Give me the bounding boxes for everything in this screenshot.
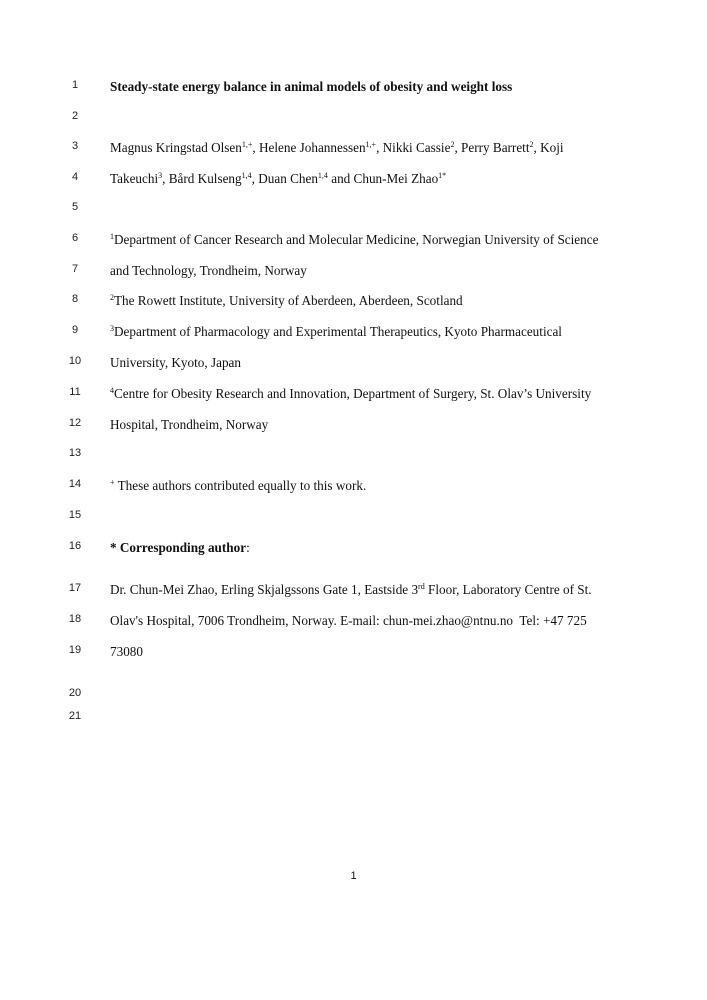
affiliation-text: The Rowett Institute, University of Aberdeen, Aberdeen, Scotland [114, 293, 463, 308]
heading-colon: : [246, 540, 250, 555]
line-number: 8 [71, 293, 79, 305]
affiliation-marker: 1* [438, 171, 447, 180]
paper-title: Steady-state energy balance in animal models of obesity and weight loss [110, 79, 513, 94]
author-name: , Perry Barrett [454, 140, 530, 155]
affiliation-2 [110, 291, 463, 311]
address-text: Dr. Chun-Mei Zhao, Erling Skjalgssons Gate 1, Eastside 3 [110, 582, 419, 597]
line-number: 20 [68, 687, 82, 699]
affiliation-marker: 2 [450, 140, 455, 149]
affiliation-text: University, Kyoto, Japan [110, 355, 241, 370]
line-12 [0, 415, 707, 435]
line-number: 10 [68, 355, 82, 367]
ordinal-suffix: rd [418, 582, 425, 591]
line-number: 11 [69, 386, 81, 398]
affiliation-text: Department of Pharmacology and Experimental Therapeutics, Kyoto Pharmaceutical [114, 324, 562, 339]
line-number: 16 [68, 540, 82, 552]
line-11 [0, 384, 707, 404]
author-name: , Helene Johannessen [252, 140, 366, 155]
line-number: 14 [68, 478, 82, 490]
author-name: , Bård Kulseng [162, 171, 242, 186]
page-number: 1 [350, 870, 357, 882]
line-number: 3 [71, 140, 79, 152]
corresponding-heading [110, 538, 250, 558]
line-number: 9 [71, 324, 79, 336]
affiliation-marker: 1,+ [365, 140, 377, 149]
line-18 [0, 611, 707, 631]
corresponding-phone: 73080 [110, 644, 143, 659]
line-number: 7 [71, 263, 79, 275]
line-number: 21 [68, 710, 82, 722]
affiliation-marker: 4 [110, 386, 114, 395]
affiliation-marker: 3 [158, 171, 163, 180]
line-number: 1 [71, 79, 79, 91]
affiliation-text: Centre for Obesity Research and Innovation, Department of Surgery, St. Olav’s University [114, 386, 592, 401]
affiliation-marker: 1,4 [317, 171, 328, 180]
line-7 [0, 261, 707, 281]
line-10 [0, 353, 707, 373]
line-20 [0, 685, 707, 705]
address-text: Floor, Laboratory Centre of St. [424, 582, 592, 597]
affiliation-marker: 1 [110, 232, 114, 241]
affiliation-marker: 2 [110, 293, 114, 302]
line-number: 17 [68, 582, 82, 594]
line-number: 12 [68, 417, 82, 429]
line-5 [0, 199, 707, 219]
line-number: 5 [71, 201, 79, 213]
affiliation-text: Hospital, Trondheim, Norway [110, 417, 269, 432]
line-14 [0, 476, 707, 496]
affiliation-marker: 3 [110, 324, 114, 333]
affiliation-1 [110, 230, 598, 250]
author-name: , Nikki Cassie [376, 140, 451, 155]
equal-contribution-note [110, 476, 366, 496]
author-name: Magnus Kringstad Olsen [110, 140, 242, 155]
line-2 [0, 108, 707, 128]
author-list [110, 169, 446, 189]
line-number: 6 [71, 232, 79, 244]
line-17 [0, 580, 707, 600]
line-number: 18 [68, 613, 82, 625]
line-15 [0, 507, 707, 527]
line-number: 13 [68, 447, 82, 459]
line-1 [0, 77, 707, 97]
corresponding-address [110, 580, 592, 600]
line-4 [0, 169, 707, 189]
heading-text: * Corresponding author [110, 540, 247, 555]
note-marker: + [110, 478, 115, 487]
author-name: Takeuchi [110, 171, 159, 186]
line-6 [0, 230, 707, 250]
line-21 [0, 708, 707, 728]
line-3 [0, 138, 707, 158]
affiliation-4 [110, 384, 591, 404]
author-name: and Chun-Mei Zhao [327, 171, 439, 186]
affiliation-marker: 2 [529, 140, 534, 149]
line-number: 15 [68, 509, 82, 521]
line-9 [0, 322, 707, 342]
note-text: These authors contributed equally to this work. [114, 478, 367, 493]
line-19 [0, 642, 707, 662]
affiliation-text: and Technology, Trondheim, Norway [110, 263, 307, 278]
line-13 [0, 445, 707, 465]
affiliation-text: Department of Cancer Research and Molecular Medicine, Norwegian University of Science [114, 232, 599, 247]
line-8 [0, 291, 707, 311]
line-number: 4 [71, 171, 79, 183]
line-number: 2 [71, 110, 79, 122]
affiliation-marker: 1,4 [241, 171, 252, 180]
affiliation-3 [110, 322, 562, 342]
affiliation-marker: 1,+ [241, 140, 253, 149]
author-name: , Koji [533, 140, 564, 155]
corresponding-contact: Olav's Hospital, 7006 Trondheim, Norway. E-mail: chun-mei.zhao@ntnu.no Tel: +47 725 [110, 613, 587, 628]
author-name: , Duan Chen [251, 171, 318, 186]
line-16 [0, 538, 707, 558]
author-list [110, 138, 564, 158]
line-number: 19 [68, 644, 82, 656]
